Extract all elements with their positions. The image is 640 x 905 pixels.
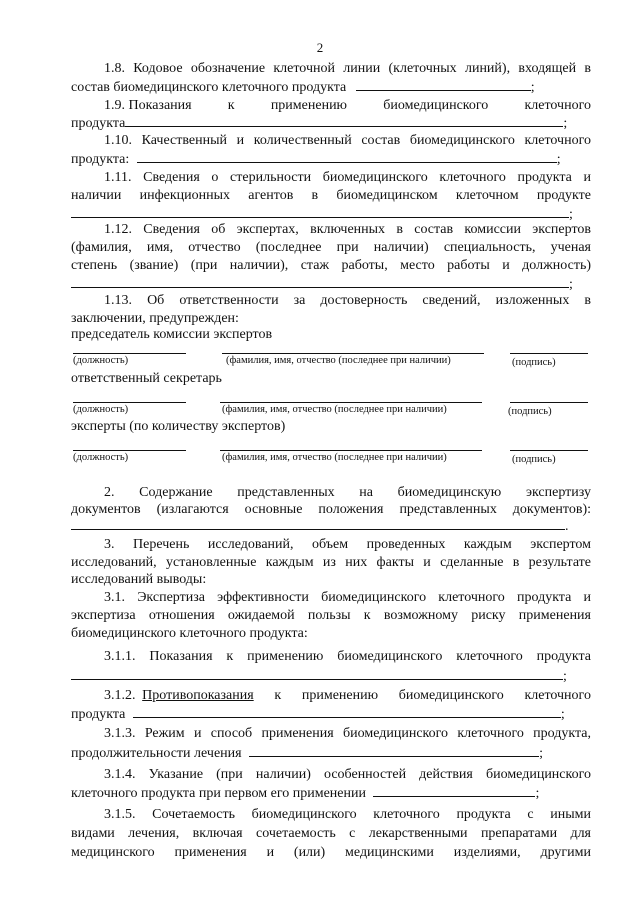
- section-2-fill-line: [71, 517, 565, 530]
- section-3-line-1: 3. Перечень исследований, объем проведенных каждым экспертом: [104, 537, 591, 552]
- section-3-1-2-line-2: [71, 705, 591, 723]
- section-1-13-line-2: заключении, предупрежден:: [71, 311, 239, 326]
- secretary-fio-line: [220, 402, 482, 403]
- section-3-1-1-fill-line: [71, 667, 563, 680]
- section-3-1-1-line-2: [71, 667, 591, 685]
- experts-signature-line: [510, 450, 588, 451]
- section-3-1-2-end: ;: [560, 707, 565, 722]
- secretary-position-caption: (должность): [73, 404, 129, 415]
- s19-w1: 1.9. Показания: [104, 98, 192, 113]
- section-1-10-end: ;: [556, 152, 561, 167]
- page-number: 2: [316, 40, 324, 55]
- section-1-8-line-1: 1.8. Кодовое обозначение клеточной линии (клеточных линий), входящей в: [104, 61, 591, 76]
- section-3-1-2-fill-line: [133, 705, 561, 718]
- section-3-line-3: исследований выводы:: [71, 572, 207, 587]
- section-3-1-4-end: ;: [535, 786, 540, 801]
- section-1-11-fill-line: [71, 205, 569, 218]
- secretary-position-line: [73, 402, 186, 403]
- s312-w6: клеточного: [524, 688, 591, 703]
- section-3-1-1-line-1: 3.1.1. Показания к применению биомедицинского клеточного продукта: [104, 649, 591, 664]
- section-1-10-fill-line: [137, 150, 557, 163]
- s312-w4: применению: [301, 688, 379, 703]
- section-3-1-4-line-1: 3.1.4. Указание (при наличии) особенностей действия биомедицинского: [104, 767, 591, 782]
- section-2-end: .: [565, 519, 569, 534]
- section-3-1-5-line-2: видами лечения, включая сочетаемость с лекарственными препаратами для: [71, 826, 591, 841]
- section-1-9-fill-line: [125, 114, 563, 127]
- section-1-10-line-2: [71, 150, 591, 168]
- section-1-11-line-2: наличии инфекционных агентов в биомедицинском клеточном продукте: [71, 188, 591, 203]
- chairman-signature-caption: (подпись): [512, 357, 556, 368]
- section-1-8-fill-line: [356, 78, 531, 91]
- section-1-13-line-1: 1.13. Об ответственности за достоверность сведений, изложенных в: [104, 293, 591, 308]
- secretary-label: ответственный секретарь: [71, 371, 222, 386]
- section-2-line-3: [71, 517, 591, 535]
- s312-w3: к: [274, 688, 282, 703]
- section-1-9-line-1: [104, 97, 591, 114]
- section-1-12-line-4: [71, 275, 591, 293]
- chairman-fio-line: [222, 353, 484, 354]
- section-1-8-text: состав биомедицинского клеточного продукта: [71, 80, 347, 95]
- s19-w5: клеточного: [524, 98, 591, 113]
- section-1-11-line-1: 1.11. Сведения о стерильности биомедицинского клеточного продукта и: [104, 170, 591, 185]
- section-3-1-5-line-1: 3.1.5. Сочетаемость биомедицинского клеточного продукта с иными: [104, 807, 591, 822]
- s19-w4: биомедицинского: [383, 98, 489, 113]
- s312-w1: 3.1.2.: [104, 688, 136, 703]
- experts-fio-line: [220, 450, 482, 451]
- chairman-label: председатель комиссии экспертов: [71, 327, 273, 342]
- section-3-line-2: исследований, установленные каждым из них факты и сделанные в результате: [71, 555, 591, 570]
- section-1-8-line-2: [71, 78, 591, 96]
- section-1-9-end: ;: [563, 116, 568, 131]
- section-3-1-3-line-2: [71, 744, 591, 762]
- section-2-line-2: документов (излагаются основные положения представленных документов):: [71, 502, 591, 517]
- section-3-1-line-3: биомедицинского клеточного продукта:: [71, 626, 308, 641]
- section-1-12-end: ;: [569, 277, 573, 292]
- section-3-1-3-end: ;: [539, 746, 543, 761]
- section-3-1-3-line-1: 3.1.3. Режим и способ применения биомедицинского клеточного продукта,: [104, 726, 591, 741]
- s312-w2: Противопоказания: [142, 688, 254, 703]
- section-3-1-2-line-1: [104, 687, 591, 704]
- section-3-1-4-line-2: [71, 784, 591, 802]
- experts-signature-caption: (подпись): [512, 454, 556, 465]
- experts-position-line: [73, 450, 186, 451]
- secretary-signature-line: [510, 402, 588, 403]
- section-3-1-1-end: ;: [563, 669, 567, 684]
- section-3-1-3-fill-line: [249, 744, 539, 757]
- experts-label: эксперты (по количеству экспертов): [71, 419, 286, 434]
- s19-w3: применению: [270, 98, 348, 113]
- section-3-1-2-text: продукта: [71, 707, 126, 722]
- section-1-12-fill-line: [71, 275, 569, 288]
- section-1-11-end: ;: [569, 207, 573, 222]
- secretary-fio-caption: (фамилия, имя, отчество (последнее при наличии): [222, 404, 447, 415]
- secretary-signature-caption: (подпись): [508, 406, 552, 417]
- section-1-10-text: продукта:: [71, 152, 130, 167]
- section-3-1-5-line-3: медицинского применения и (или) медицинскими изделиями, другими: [71, 845, 591, 860]
- section-1-10-line-1: 1.10. Качественный и количественный состав биомедицинского клеточного: [104, 133, 591, 148]
- section-1-12-line-1: 1.12. Сведения об экспертах, включенных в состав комиссии экспертов: [104, 222, 591, 237]
- experts-fio-caption: (фамилия, имя, отчество (последнее при наличии): [222, 452, 447, 463]
- section-3-1-3-text: продолжительности лечения: [71, 746, 242, 761]
- chairman-position-caption: (должность): [73, 355, 129, 366]
- section-1-12-line-3: степень (звание) (при наличии), стаж работы, место работы и должность): [71, 258, 591, 273]
- chairman-signature-line: [510, 353, 588, 354]
- section-1-9-text: продукта: [71, 116, 126, 131]
- section-1-12-line-2: (фамилия, имя, отчество (последнее при наличии) специальность, ученая: [71, 240, 591, 255]
- section-3-1-4-text: клеточного продукта при первом его применении: [71, 786, 366, 801]
- s312-w5: биомедицинского: [398, 688, 504, 703]
- chairman-position-line: [73, 353, 186, 354]
- chairman-fio-caption: (фамилия, имя, отчество (последнее при наличии): [226, 355, 451, 366]
- section-3-1-line-2: экспертиза отношения ожидаемой пользы к возможному риску применения: [71, 608, 591, 623]
- section-1-8-end: ;: [530, 80, 535, 95]
- section-1-9-line-2: [71, 114, 591, 132]
- section-2-line-1: 2. Содержание представленных на биомедицинскую экспертизу: [104, 485, 591, 500]
- section-3-1-line-1: 3.1. Экспертиза эффективности биомедицинского клеточного продукта и: [104, 590, 591, 605]
- section-3-1-4-fill-line: [373, 784, 535, 797]
- s19-w2: к: [227, 98, 235, 113]
- experts-position-caption: (должность): [73, 452, 129, 463]
